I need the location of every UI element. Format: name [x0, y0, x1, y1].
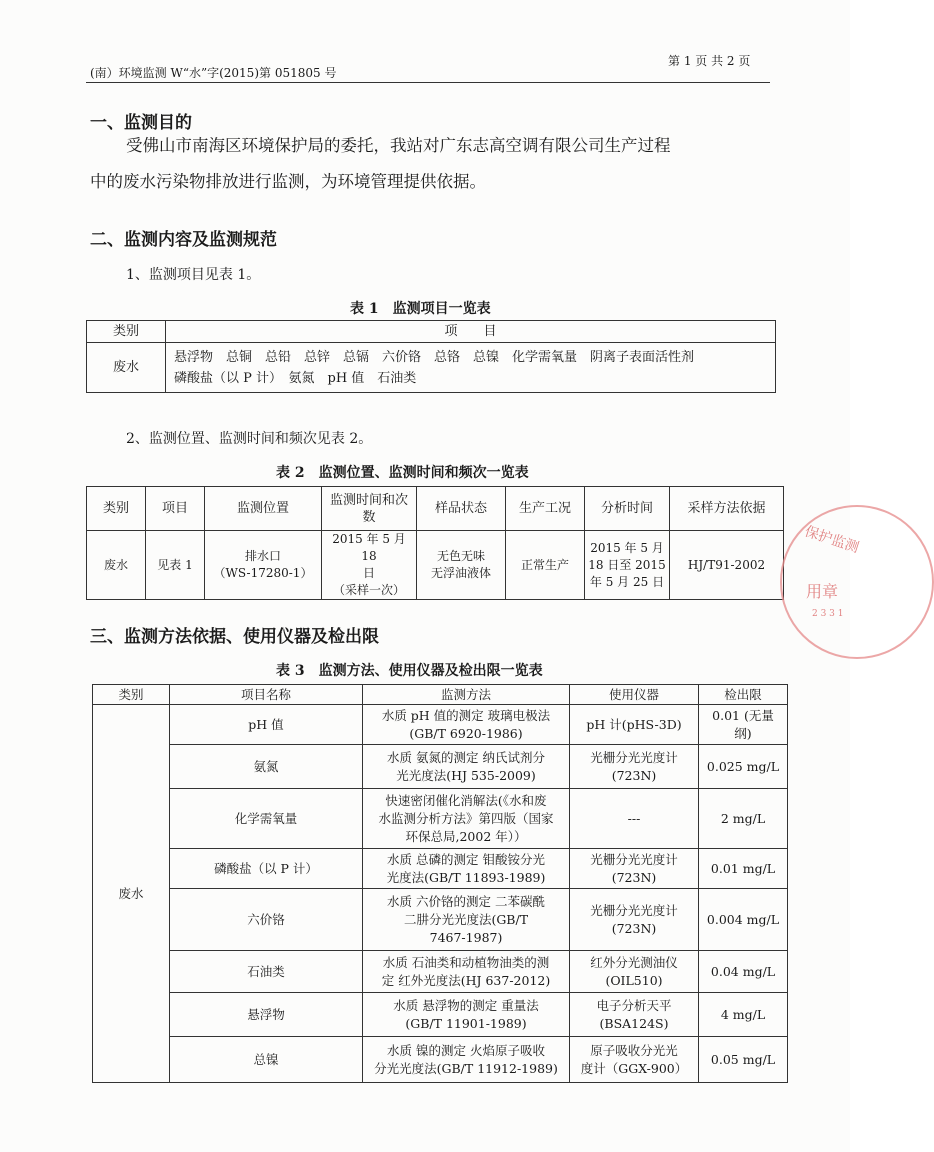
table3-row0-method-line1: 水质 pH 值的测定 玻璃电极法	[381, 707, 551, 723]
table1-header-items: 项 目	[166, 321, 776, 343]
table3-row1-method	[363, 745, 570, 789]
table3-header-instrument: 使用仪器	[570, 685, 699, 705]
table3-row0-limit	[699, 705, 788, 745]
table2-analysis-line2: 18 日至 2015	[588, 557, 666, 572]
section1-para-line1: 受佛山市南海区环境保护局的委托，我站对广东志高空调有限公司生产过程	[126, 136, 671, 155]
table3-row6-name: 悬浮物	[170, 993, 363, 1037]
table2-header-category: 类别	[87, 487, 146, 531]
table2-cell-project: 见表 1	[146, 531, 205, 600]
table3-row7-method	[363, 1037, 570, 1083]
table-row	[93, 993, 788, 1037]
table3-row5-limit: 0.04 mg/L	[699, 951, 788, 993]
table3-row7-instrument	[570, 1037, 699, 1083]
table3-header-name: 项目名称	[170, 685, 363, 705]
table3-row7-instrument-line1: 原子吸收分光光	[590, 1042, 678, 1058]
table3-row4-method-line1: 水质 六价铬的测定 二苯碳酰	[387, 893, 545, 909]
table2-header-method: 采样方法依据	[670, 487, 784, 531]
table3-header-limit: 检出限	[699, 685, 788, 705]
table3-row3-method	[363, 849, 570, 889]
table3	[92, 684, 788, 1083]
stamp-text-line2: 用章	[806, 582, 839, 601]
table2-cell-location	[205, 531, 322, 600]
table2-time-line1: 2015 年 5 月 18	[332, 532, 406, 563]
table3-row2-name: 化学需氧量	[170, 789, 363, 849]
table3-row7-instrument-line2: 度计（GGX-900）	[580, 1060, 688, 1076]
table2-header-sample: 样品状态	[417, 487, 506, 531]
table3-row1-instrument-line2: (723N)	[611, 767, 657, 783]
stamp-text-line3: 2 3 3 1	[812, 609, 844, 619]
table3-row1-name: 氨氮	[170, 745, 363, 789]
table2-header-time: 监测时间和次数	[322, 487, 417, 531]
table3-row4-instrument-line2: (723N)	[611, 920, 657, 936]
table3-row6-instrument	[570, 993, 699, 1037]
table3-header-method: 监测方法	[363, 685, 570, 705]
table3-row3-limit: 0.01 mg/L	[699, 849, 788, 889]
table3-row0-name: pH 值	[170, 705, 363, 745]
stamp-text-line1: 保护监测	[802, 523, 861, 557]
section1-title: 一、监测目的	[90, 113, 192, 133]
table3-row4-name: 六价铬	[170, 889, 363, 951]
table3-row3-instrument-line1: 光栅分光光度计	[590, 851, 678, 867]
table3-row3-name: 磷酸盐（以 P 计）	[170, 849, 363, 889]
table-row	[93, 705, 788, 745]
table3-row3-instrument	[570, 849, 699, 889]
table1-items-line2: 磷酸盐（以 P 计） 氨氮 pH 值 石油类	[174, 370, 417, 386]
table3-row4-method-line2: 二肼分光光度法(GB/T	[403, 911, 529, 927]
table3-row4-instrument	[570, 889, 699, 951]
section2-title: 二、监测内容及监测规范	[90, 230, 277, 250]
table3-row3-method-line1: 水质 总磷的测定 钼酸铵分光	[387, 851, 545, 867]
section2-item1: 1、监测项目见表 1。	[126, 267, 261, 283]
table1-header-category: 类别	[87, 321, 166, 343]
table2-cell-condition: 正常生产	[506, 531, 585, 600]
table3-row7-method-line2: 分光光度法(GB/T 11912-1989)	[374, 1060, 558, 1076]
table3-row1-instrument	[570, 745, 699, 789]
table3-cell-category: 废水	[93, 705, 170, 1083]
table2	[86, 486, 784, 600]
table-row	[93, 849, 788, 889]
table1	[86, 320, 776, 393]
table3-row2-method	[363, 789, 570, 849]
table2-header-project: 项目	[146, 487, 205, 531]
table3-row6-instrument-line2: (BSA124S)	[599, 1015, 669, 1031]
table2-cell-time	[322, 531, 417, 600]
table2-cell-analysis	[585, 531, 670, 600]
table3-row6-method-line2: (GB/T 11901-1989)	[405, 1015, 527, 1031]
table2-caption: 表 2 监测位置、监测时间和频次一览表	[276, 465, 529, 481]
header-rule	[86, 82, 770, 83]
table-row	[93, 951, 788, 993]
table3-row6-method-line1: 水质 悬浮物的测定 重量法	[393, 997, 539, 1013]
table3-row5-method-line2: 定 红外光度法(HJ 637-2012)	[381, 972, 551, 988]
table2-analysis-line3: 年 5 月 25 日	[589, 574, 665, 589]
table2-location-line1: 排水口	[244, 549, 281, 563]
table3-row3-method-line2: 光度法(GB/T 11893-1989)	[386, 869, 546, 885]
table3-row0-limit-line1: 0.01 (无量	[712, 707, 774, 723]
table2-analysis-line1: 2015 年 5 月	[590, 540, 664, 555]
table3-row1-limit: 0.025 mg/L	[699, 745, 788, 789]
table3-row7-limit: 0.05 mg/L	[699, 1037, 788, 1083]
section1-para-line2: 中的废水污染物排放进行监测，为环境管理提供依据。	[90, 172, 486, 191]
page-info: 第 1 页 共 2 页	[668, 54, 751, 68]
table2-header-condition: 生产工况	[506, 487, 585, 531]
table1-items-line1: 悬浮物 总铜 总铅 总锌 总镉 六价铬 总铬 总镍 化学需氧量 阴离子表面活性剂	[174, 349, 695, 365]
table3-row0-limit-line2: 纲)	[734, 725, 752, 741]
table3-row2-limit: 2 mg/L	[699, 789, 788, 849]
table2-header-location: 监测位置	[205, 487, 322, 531]
table2-cell-category: 废水	[87, 531, 146, 600]
table2-cell-method: HJ/T91-2002	[670, 531, 784, 600]
table2-time-line3: （采样一次）	[332, 583, 405, 597]
table3-row4-limit: 0.004 mg/L	[699, 889, 788, 951]
table2-time-line2: 日	[362, 566, 375, 580]
table-row	[93, 889, 788, 951]
table1-cell-category: 废水	[87, 343, 166, 393]
table3-row0-method-line2: (GB/T 6920-1986)	[409, 725, 523, 741]
table3-row4-method	[363, 889, 570, 951]
table3-row5-instrument	[570, 951, 699, 993]
table3-row6-instrument-line1: 电子分析天平	[596, 997, 672, 1013]
table3-row5-instrument-line2: (OIL510)	[605, 972, 663, 988]
table3-row2-instrument: ---	[570, 789, 699, 849]
table3-row6-limit: 4 mg/L	[699, 993, 788, 1037]
table3-row7-name: 总镍	[170, 1037, 363, 1083]
table3-row5-method-line1: 水质 石油类和动植物油类的测	[382, 954, 550, 970]
section2-item2: 2、监测位置、监测时间和频次见表 2。	[126, 431, 373, 447]
table2-location-line2: （WS-17280-1）	[213, 566, 313, 580]
table3-row0-instrument: pH 计(pHS-3D)	[570, 705, 699, 745]
table-row	[93, 745, 788, 789]
table3-header-category: 类别	[93, 685, 170, 705]
table3-row0-method	[363, 705, 570, 745]
table3-row1-method-line2: 光光度法(HJ 535-2009)	[396, 767, 536, 783]
table2-cell-sample	[417, 531, 506, 600]
table3-row3-instrument-line2: (723N)	[611, 869, 657, 885]
table2-header-analysis: 分析时间	[585, 487, 670, 531]
table-row	[93, 1037, 788, 1083]
official-seal-stamp	[780, 505, 934, 659]
table3-row2-method-line1: 快速密闭催化消解法(《水和废	[385, 792, 547, 808]
table3-row6-method	[363, 993, 570, 1037]
table3-row1-instrument-line1: 光栅分光光度计	[590, 749, 678, 765]
table2-sample-line2: 无浮油液体	[430, 566, 491, 580]
table3-row2-method-line2: 水监测分析方法》第四版（国家	[378, 810, 554, 826]
table-row	[93, 789, 788, 849]
table1-caption: 表 1 监测项目一览表	[350, 301, 491, 317]
table3-row4-method-line3: 7467-1987)	[429, 929, 503, 945]
table3-caption: 表 3 监测方法、使用仪器及检出限一览表	[276, 663, 543, 679]
table3-row4-instrument-line1: 光栅分光光度计	[590, 902, 678, 918]
document-number: (南）环境监测 W“水”字(2015)第 051805 号	[90, 66, 337, 80]
table3-row7-method-line1: 水质 镍的测定 火焰原子吸收	[387, 1042, 545, 1058]
table3-row5-name: 石油类	[170, 951, 363, 993]
table3-row1-method-line1: 水质 氨氮的测定 纳氏试剂分	[387, 749, 545, 765]
table3-row5-method	[363, 951, 570, 993]
section3-title: 三、监测方法依据、使用仪器及检出限	[90, 627, 379, 647]
table3-row5-instrument-line1: 红外分光测油仪	[590, 954, 678, 970]
table1-cell-items	[166, 343, 776, 393]
table2-sample-line1: 无色无味	[436, 549, 485, 563]
table3-row2-method-line3: 环保总局,2002 年））	[405, 828, 527, 844]
